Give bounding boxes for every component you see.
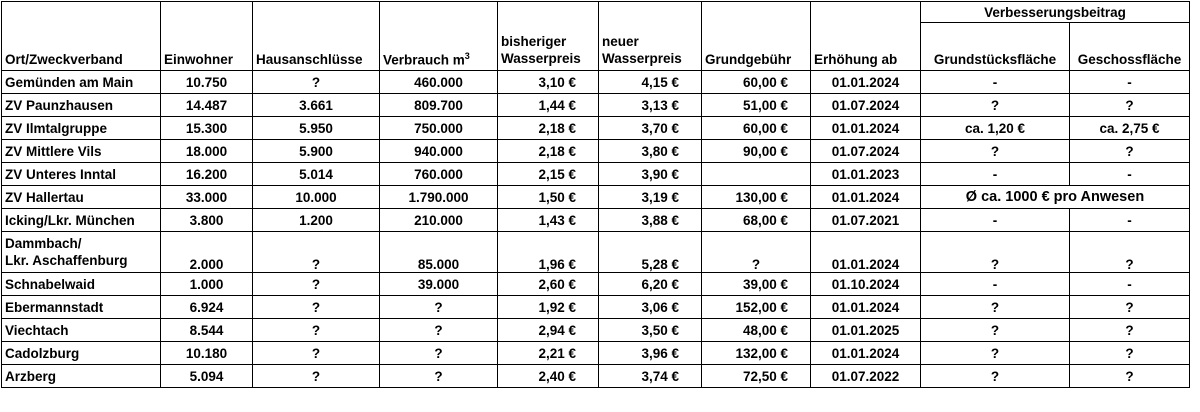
cell-verbrauch: 760.000 bbox=[380, 163, 498, 186]
cell-gst: ? bbox=[921, 296, 1070, 319]
cell-ab: 01.07.2024 bbox=[811, 94, 921, 117]
cell-verbrauch: ? bbox=[380, 319, 498, 342]
cell-verbrauch: ? bbox=[380, 296, 498, 319]
cell-gsch: - bbox=[1070, 209, 1190, 232]
cell-neu: 3,50 € bbox=[599, 319, 702, 342]
header-neuer bbox=[599, 2, 702, 71]
cell-verbrauch: 1.790.000 bbox=[380, 186, 498, 209]
cell-ort: ZV Ilmtalgruppe bbox=[2, 117, 161, 140]
table-row bbox=[2, 232, 1190, 273]
cell-bisher: 2,18 € bbox=[498, 117, 599, 140]
cell-verbrauch: 85.000 bbox=[380, 232, 498, 273]
cell-grund: 51,00 € bbox=[702, 94, 811, 117]
cell-gst: ? bbox=[921, 232, 1070, 273]
cell-einwohner: 18.000 bbox=[161, 140, 253, 163]
cell-grund: 39,00 € bbox=[702, 273, 811, 296]
cell-ort: ZV Paunzhausen bbox=[2, 94, 161, 117]
cell-ort-line2: Lkr. Aschaffenburg bbox=[5, 253, 128, 268]
cell-gsch: ? bbox=[1070, 365, 1190, 388]
cell-bisher: 2,60 € bbox=[498, 273, 599, 296]
cell-einwohner: 10.180 bbox=[161, 342, 253, 365]
cell-ort: Cadolzburg bbox=[2, 342, 161, 365]
cell-ort: ZV Hallertau bbox=[2, 186, 161, 209]
cell-gst: ca. 1,20 € bbox=[921, 117, 1070, 140]
cell-einwohner: 1.000 bbox=[161, 273, 253, 296]
cell-ort: Ebermannstadt bbox=[2, 296, 161, 319]
table-row bbox=[2, 94, 1190, 117]
header-bisheriger-line2: Wasserpreis bbox=[501, 51, 581, 66]
cell-einwohner: 33.000 bbox=[161, 186, 253, 209]
cell-verbesserung-merged: Ø ca. 1000 € pro Anwesen bbox=[921, 186, 1190, 209]
cell-gst: - bbox=[921, 163, 1070, 186]
header-neuer-line1: neuer bbox=[602, 34, 639, 49]
cell-haus: 5.950 bbox=[253, 117, 380, 140]
cell-einwohner: 10.750 bbox=[161, 71, 253, 94]
cell-einwohner: 8.544 bbox=[161, 319, 253, 342]
cell-ab: 01.01.2024 bbox=[811, 71, 921, 94]
cell-einwohner: 5.094 bbox=[161, 365, 253, 388]
cell-haus: 5.014 bbox=[253, 163, 380, 186]
cell-gst: ? bbox=[921, 342, 1070, 365]
cell-ab: 01.07.2022 bbox=[811, 365, 921, 388]
cell-ab: 01.01.2025 bbox=[811, 319, 921, 342]
cell-bisher: 2,94 € bbox=[498, 319, 599, 342]
cell-grund: 48,00 € bbox=[702, 319, 811, 342]
cell-haus: 10.000 bbox=[253, 186, 380, 209]
cell-einwohner: 6.924 bbox=[161, 296, 253, 319]
cell-grund bbox=[702, 163, 811, 186]
cell-einwohner: 3.800 bbox=[161, 209, 253, 232]
table-row bbox=[2, 117, 1190, 140]
cell-ort: Viechtach bbox=[2, 319, 161, 342]
cell-einwohner: 2.000 bbox=[161, 232, 253, 273]
cell-grund: 72,50 € bbox=[702, 365, 811, 388]
cell-ort: Arzberg bbox=[2, 365, 161, 388]
cell-einwohner: 15.300 bbox=[161, 117, 253, 140]
cell-verbrauch: 460.000 bbox=[380, 71, 498, 94]
cell-ab: 01.01.2023 bbox=[811, 163, 921, 186]
cell-verbrauch: ? bbox=[380, 365, 498, 388]
cell-bisher: 2,18 € bbox=[498, 140, 599, 163]
table-row bbox=[2, 140, 1190, 163]
cell-neu: 4,15 € bbox=[599, 71, 702, 94]
cell-grund: 60,00 € bbox=[702, 117, 811, 140]
cell-gst: - bbox=[921, 273, 1070, 296]
cell-neu: 6,20 € bbox=[599, 273, 702, 296]
cell-bisher: 1,44 € bbox=[498, 94, 599, 117]
cell-ab: 01.01.2024 bbox=[811, 342, 921, 365]
cell-neu: 3,74 € bbox=[599, 365, 702, 388]
cell-gsch: ? bbox=[1070, 342, 1190, 365]
header-grundgebuehr: Grundgebühr bbox=[702, 2, 811, 71]
cell-verbrauch: 210.000 bbox=[380, 209, 498, 232]
cell-neu: 3,13 € bbox=[599, 94, 702, 117]
header-neuer-line2: Wasserpreis bbox=[602, 51, 682, 66]
header-verbrauch bbox=[380, 2, 498, 71]
table-row bbox=[2, 273, 1190, 296]
cell-grund: 152,00 € bbox=[702, 296, 811, 319]
cell-ort: Icking/Lkr. München bbox=[2, 209, 161, 232]
cell-verbrauch: 750.000 bbox=[380, 117, 498, 140]
cell-neu: 3,88 € bbox=[599, 209, 702, 232]
cell-grund: 132,00 € bbox=[702, 342, 811, 365]
cell-ab: 01.07.2024 bbox=[811, 140, 921, 163]
header-grundstueck: Grundstücksfläche bbox=[921, 23, 1070, 71]
cell-haus: ? bbox=[253, 232, 380, 273]
cell-neu: 3,96 € bbox=[599, 342, 702, 365]
cell-haus: ? bbox=[253, 342, 380, 365]
cell-grund: 90,00 € bbox=[702, 140, 811, 163]
cell-gsch: ? bbox=[1070, 232, 1190, 273]
cell-grund: 130,00 € bbox=[702, 186, 811, 209]
cell-bisher: 2,21 € bbox=[498, 342, 599, 365]
cell-gst: - bbox=[921, 71, 1070, 94]
cell-verbrauch: 39.000 bbox=[380, 273, 498, 296]
cell-verbrauch: 809.700 bbox=[380, 94, 498, 117]
cell-haus: ? bbox=[253, 296, 380, 319]
water-price-table bbox=[1, 1, 1190, 388]
cell-gsch: - bbox=[1070, 71, 1190, 94]
table-row bbox=[2, 163, 1190, 186]
cell-gst: ? bbox=[921, 365, 1070, 388]
cell-haus: 3.661 bbox=[253, 94, 380, 117]
table-row bbox=[2, 209, 1190, 232]
header-verbesserung-group: Verbesserungsbeitrag bbox=[921, 2, 1190, 23]
cell-gsch: ? bbox=[1070, 319, 1190, 342]
table-row bbox=[2, 365, 1190, 388]
cell-ab: 01.07.2021 bbox=[811, 209, 921, 232]
header-row-top bbox=[2, 2, 1190, 23]
cell-gst: - bbox=[921, 209, 1070, 232]
cell-bisher: 2,40 € bbox=[498, 365, 599, 388]
cell-neu: 3,19 € bbox=[599, 186, 702, 209]
table-row bbox=[2, 71, 1190, 94]
cell-verbrauch: 940.000 bbox=[380, 140, 498, 163]
header-bisheriger-line1: bisheriger bbox=[501, 34, 567, 49]
cell-gsch: - bbox=[1070, 273, 1190, 296]
header-verbrauch-sup: 3 bbox=[464, 50, 470, 61]
header-einwohner: Einwohner bbox=[161, 2, 253, 71]
table-row bbox=[2, 296, 1190, 319]
cell-ab: 01.01.2024 bbox=[811, 186, 921, 209]
cell-bisher: 3,10 € bbox=[498, 71, 599, 94]
cell-haus: ? bbox=[253, 319, 380, 342]
cell-gst: ? bbox=[921, 319, 1070, 342]
cell-ort: Gemünden am Main bbox=[2, 71, 161, 94]
cell-bisher: 1,43 € bbox=[498, 209, 599, 232]
cell-gsch: - bbox=[1070, 163, 1190, 186]
header-verbrauch-label: Verbrauch m bbox=[383, 52, 465, 67]
cell-grund: 68,00 € bbox=[702, 209, 811, 232]
cell-gst: ? bbox=[921, 140, 1070, 163]
cell-neu: 5,28 € bbox=[599, 232, 702, 273]
table-row bbox=[2, 319, 1190, 342]
cell-ort: ZV Mittlere Vils bbox=[2, 140, 161, 163]
cell-ab: 01.01.2024 bbox=[811, 117, 921, 140]
cell-bisher: 2,15 € bbox=[498, 163, 599, 186]
cell-neu: 3,80 € bbox=[599, 140, 702, 163]
cell-verbrauch: ? bbox=[380, 342, 498, 365]
cell-gsch: ? bbox=[1070, 140, 1190, 163]
header-hausanschluesse: Hausanschlüsse bbox=[253, 2, 380, 71]
cell-grund: 60,00 € bbox=[702, 71, 811, 94]
cell-haus: 1.200 bbox=[253, 209, 380, 232]
cell-bisher: 1,50 € bbox=[498, 186, 599, 209]
cell-ort bbox=[2, 232, 161, 273]
cell-neu: 3,06 € bbox=[599, 296, 702, 319]
cell-ort-line1: Dammbach/ bbox=[5, 236, 82, 251]
cell-ab: 01.01.2024 bbox=[811, 296, 921, 319]
cell-neu: 3,90 € bbox=[599, 163, 702, 186]
cell-ab: 01.01.2024 bbox=[811, 232, 921, 273]
cell-haus: ? bbox=[253, 273, 380, 296]
cell-gsch: ? bbox=[1070, 296, 1190, 319]
cell-gst: ? bbox=[921, 94, 1070, 117]
cell-einwohner: 16.200 bbox=[161, 163, 253, 186]
cell-ort: ZV Unteres Inntal bbox=[2, 163, 161, 186]
cell-bisher: 1,96 € bbox=[498, 232, 599, 273]
cell-bisher: 1,92 € bbox=[498, 296, 599, 319]
table-row bbox=[2, 186, 1190, 209]
table-row bbox=[2, 342, 1190, 365]
cell-haus: ? bbox=[253, 71, 380, 94]
cell-ab: 01.10.2024 bbox=[811, 273, 921, 296]
cell-haus: ? bbox=[253, 365, 380, 388]
header-ort: Ort/Zweckverband bbox=[2, 2, 161, 71]
header-bisheriger bbox=[498, 2, 599, 71]
cell-ort: Schnabelwaid bbox=[2, 273, 161, 296]
cell-grund: ? bbox=[702, 232, 811, 273]
header-geschoss: Geschossfläche bbox=[1070, 23, 1190, 71]
header-erhoehung: Erhöhung ab bbox=[811, 2, 921, 71]
cell-gsch: ? bbox=[1070, 94, 1190, 117]
cell-einwohner: 14.487 bbox=[161, 94, 253, 117]
cell-gsch: ca. 2,75 € bbox=[1070, 117, 1190, 140]
cell-neu: 3,70 € bbox=[599, 117, 702, 140]
cell-haus: 5.900 bbox=[253, 140, 380, 163]
